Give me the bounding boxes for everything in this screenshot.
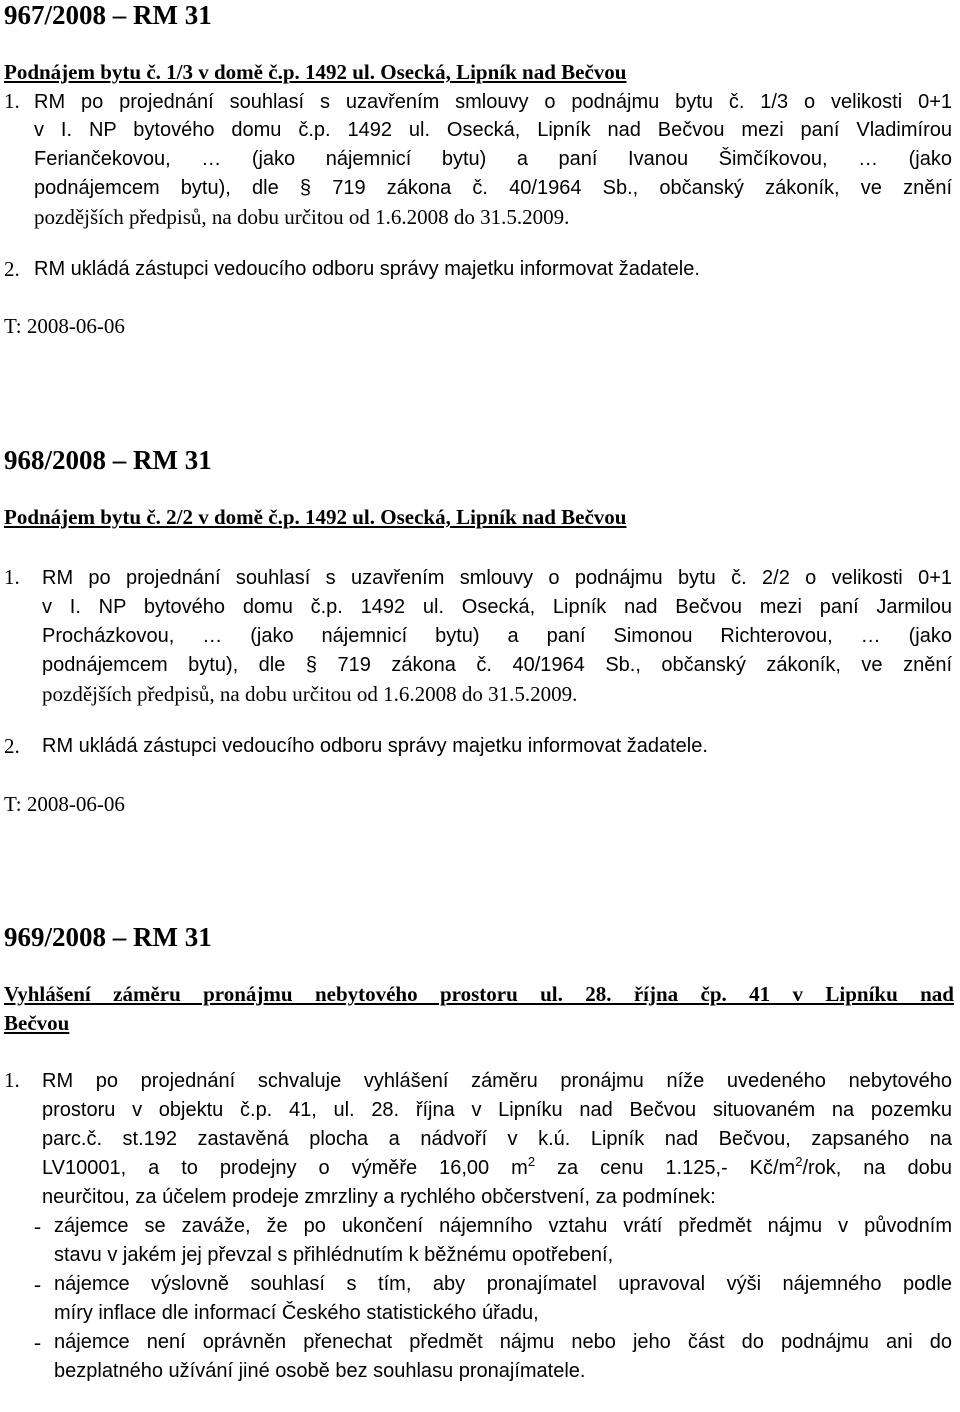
bullet-dash: - — [34, 1330, 41, 1354]
item-text-line: neurčitou, za účelem prodeje zmrzliny a rychlého občerstvení, za podmínek: — [42, 1186, 716, 1208]
item-text-line: pozdějších předpisů, na dobu určitou od 1.6.2008 do 31.5.2009. — [42, 682, 578, 706]
item-number: 2. — [4, 257, 20, 281]
term-date: T: 2008-06-06 — [4, 792, 125, 816]
item-text-line: Procházkovou, … (jako nájemnicí bytu) a paní Simonou Richterovou, … (jako — [42, 625, 952, 647]
item-text-line: RM po projednání schvaluje vyhlášení záměru pronájmu níže uvedeného nebytového — [42, 1070, 952, 1092]
resolution-subtitle-969: Vyhlášení záměru pronájmu nebytového prostoru ul. 28. října čp. 41 v Lipníku nad — [4, 982, 954, 1006]
item-number: 1. — [4, 565, 20, 589]
area-superscript: 2 — [527, 1154, 536, 1169]
item-text-line: v I. NP bytového domu č.p. 1492 ul. Osecká, Lipník nad Bečvou mezi paní Jarmilou — [42, 596, 952, 618]
item-number: 2. — [4, 734, 20, 758]
bullet-text-line: míry inflace dle informací Českého statistického úřadu, — [54, 1302, 539, 1324]
item-text-line: Feriančekovou, … (jako nájemnicí bytu) a paní Ivanou Šimčíkovou, … (jako — [34, 148, 952, 170]
price-text: za cenu 1.125,- Kč/m — [535, 1157, 796, 1179]
resolution-subtitle-967: Podnájem bytu č. 1/3 v domě č.p. 1492 ul. Osecká, Lipník nad Bečvou — [4, 60, 627, 84]
resolution-heading-967: 967/2008 – RM 31 — [4, 0, 212, 30]
bullet-dash: - — [34, 1272, 41, 1296]
bullet-text-line: stavu v jakém jej převzal s přihlédnutím k běžnému opotřebení, — [54, 1244, 614, 1266]
bullet-text-line: zájemce se zaváže, že po ukončení nájemního vztahu vrátí předmět nájmu v původním — [54, 1215, 952, 1237]
item-text-line: v I. NP bytového domu č.p. 1492 ul. Osecká, Lipník nad Bečvou mezi paní Vladimírou — [34, 119, 952, 141]
price-tail-text: /rok, na dobu — [802, 1157, 953, 1179]
resolution-heading-969: 969/2008 – RM 31 — [4, 922, 212, 952]
bullet-text-line: bezplatného užívání jiné osobě bez souhlasu pronajímatele. — [54, 1360, 586, 1382]
item-text-line: prostoru v objektu č.p. 41, ul. 28. října v Lipníku nad Bečvou situovaném na pozemku — [42, 1099, 952, 1121]
item-number: 1. — [4, 1068, 20, 1092]
resolution-subtitle-968: Podnájem bytu č. 2/2 v domě č.p. 1492 ul. Osecká, Lipník nad Bečvou — [4, 505, 627, 529]
item-text-line-area-price — [42, 1154, 953, 1179]
bullet-text-line: nájemce výslovně souhlasí s tím, aby pronajímatel upravoval výši nájemného podle — [54, 1273, 952, 1295]
area-text: LV10001, a to prodejny o výměře 16,00 m — [42, 1157, 528, 1179]
item-text-line: RM po projednání souhlasí s uzavřením smlouvy o podnájmu bytu č. 2/2 o velikosti 0+1 — [42, 567, 952, 589]
item-text-line: podnájemcem bytu), dle § 719 zákona č. 40/1964 Sb., občanský zákoník, ve znění — [34, 177, 952, 199]
item-text-line: podnájemcem bytu), dle § 719 zákona č. 40/1964 Sb., občanský zákoník, ve znění — [42, 654, 952, 676]
item-text-line: parc.č. st.192 zastavěná plocha a nádvoří v k.ú. Lipník nad Bečvou, zapsaného na — [42, 1128, 952, 1150]
item-number: 1. — [4, 89, 20, 113]
price-superscript: 2 — [795, 1154, 803, 1169]
item-text-line: RM ukládá zástupci vedoucího odboru správy majetku informovat žadatele. — [42, 735, 708, 757]
term-date: T: 2008-06-06 — [4, 314, 125, 338]
bullet-dash: - — [34, 1214, 41, 1238]
item-text-line: pozdějších předpisů, na dobu určitou od 1.6.2008 do 31.5.2009. — [34, 205, 570, 229]
bullet-text-line: nájemce není oprávněn přenechat předmět nájmu nebo jeho část do podnájmu ani do — [54, 1331, 952, 1353]
resolution-heading-968: 968/2008 – RM 31 — [4, 445, 212, 475]
item-text-line: RM ukládá zástupci vedoucího odboru správy majetku informovat žadatele. — [34, 258, 700, 280]
resolution-subtitle-969-cont: Bečvou — [4, 1011, 70, 1035]
item-text-line: RM po projednání souhlasí s uzavřením smlouvy o podnájmu bytu č. 1/3 o velikosti 0+1 — [34, 91, 952, 113]
